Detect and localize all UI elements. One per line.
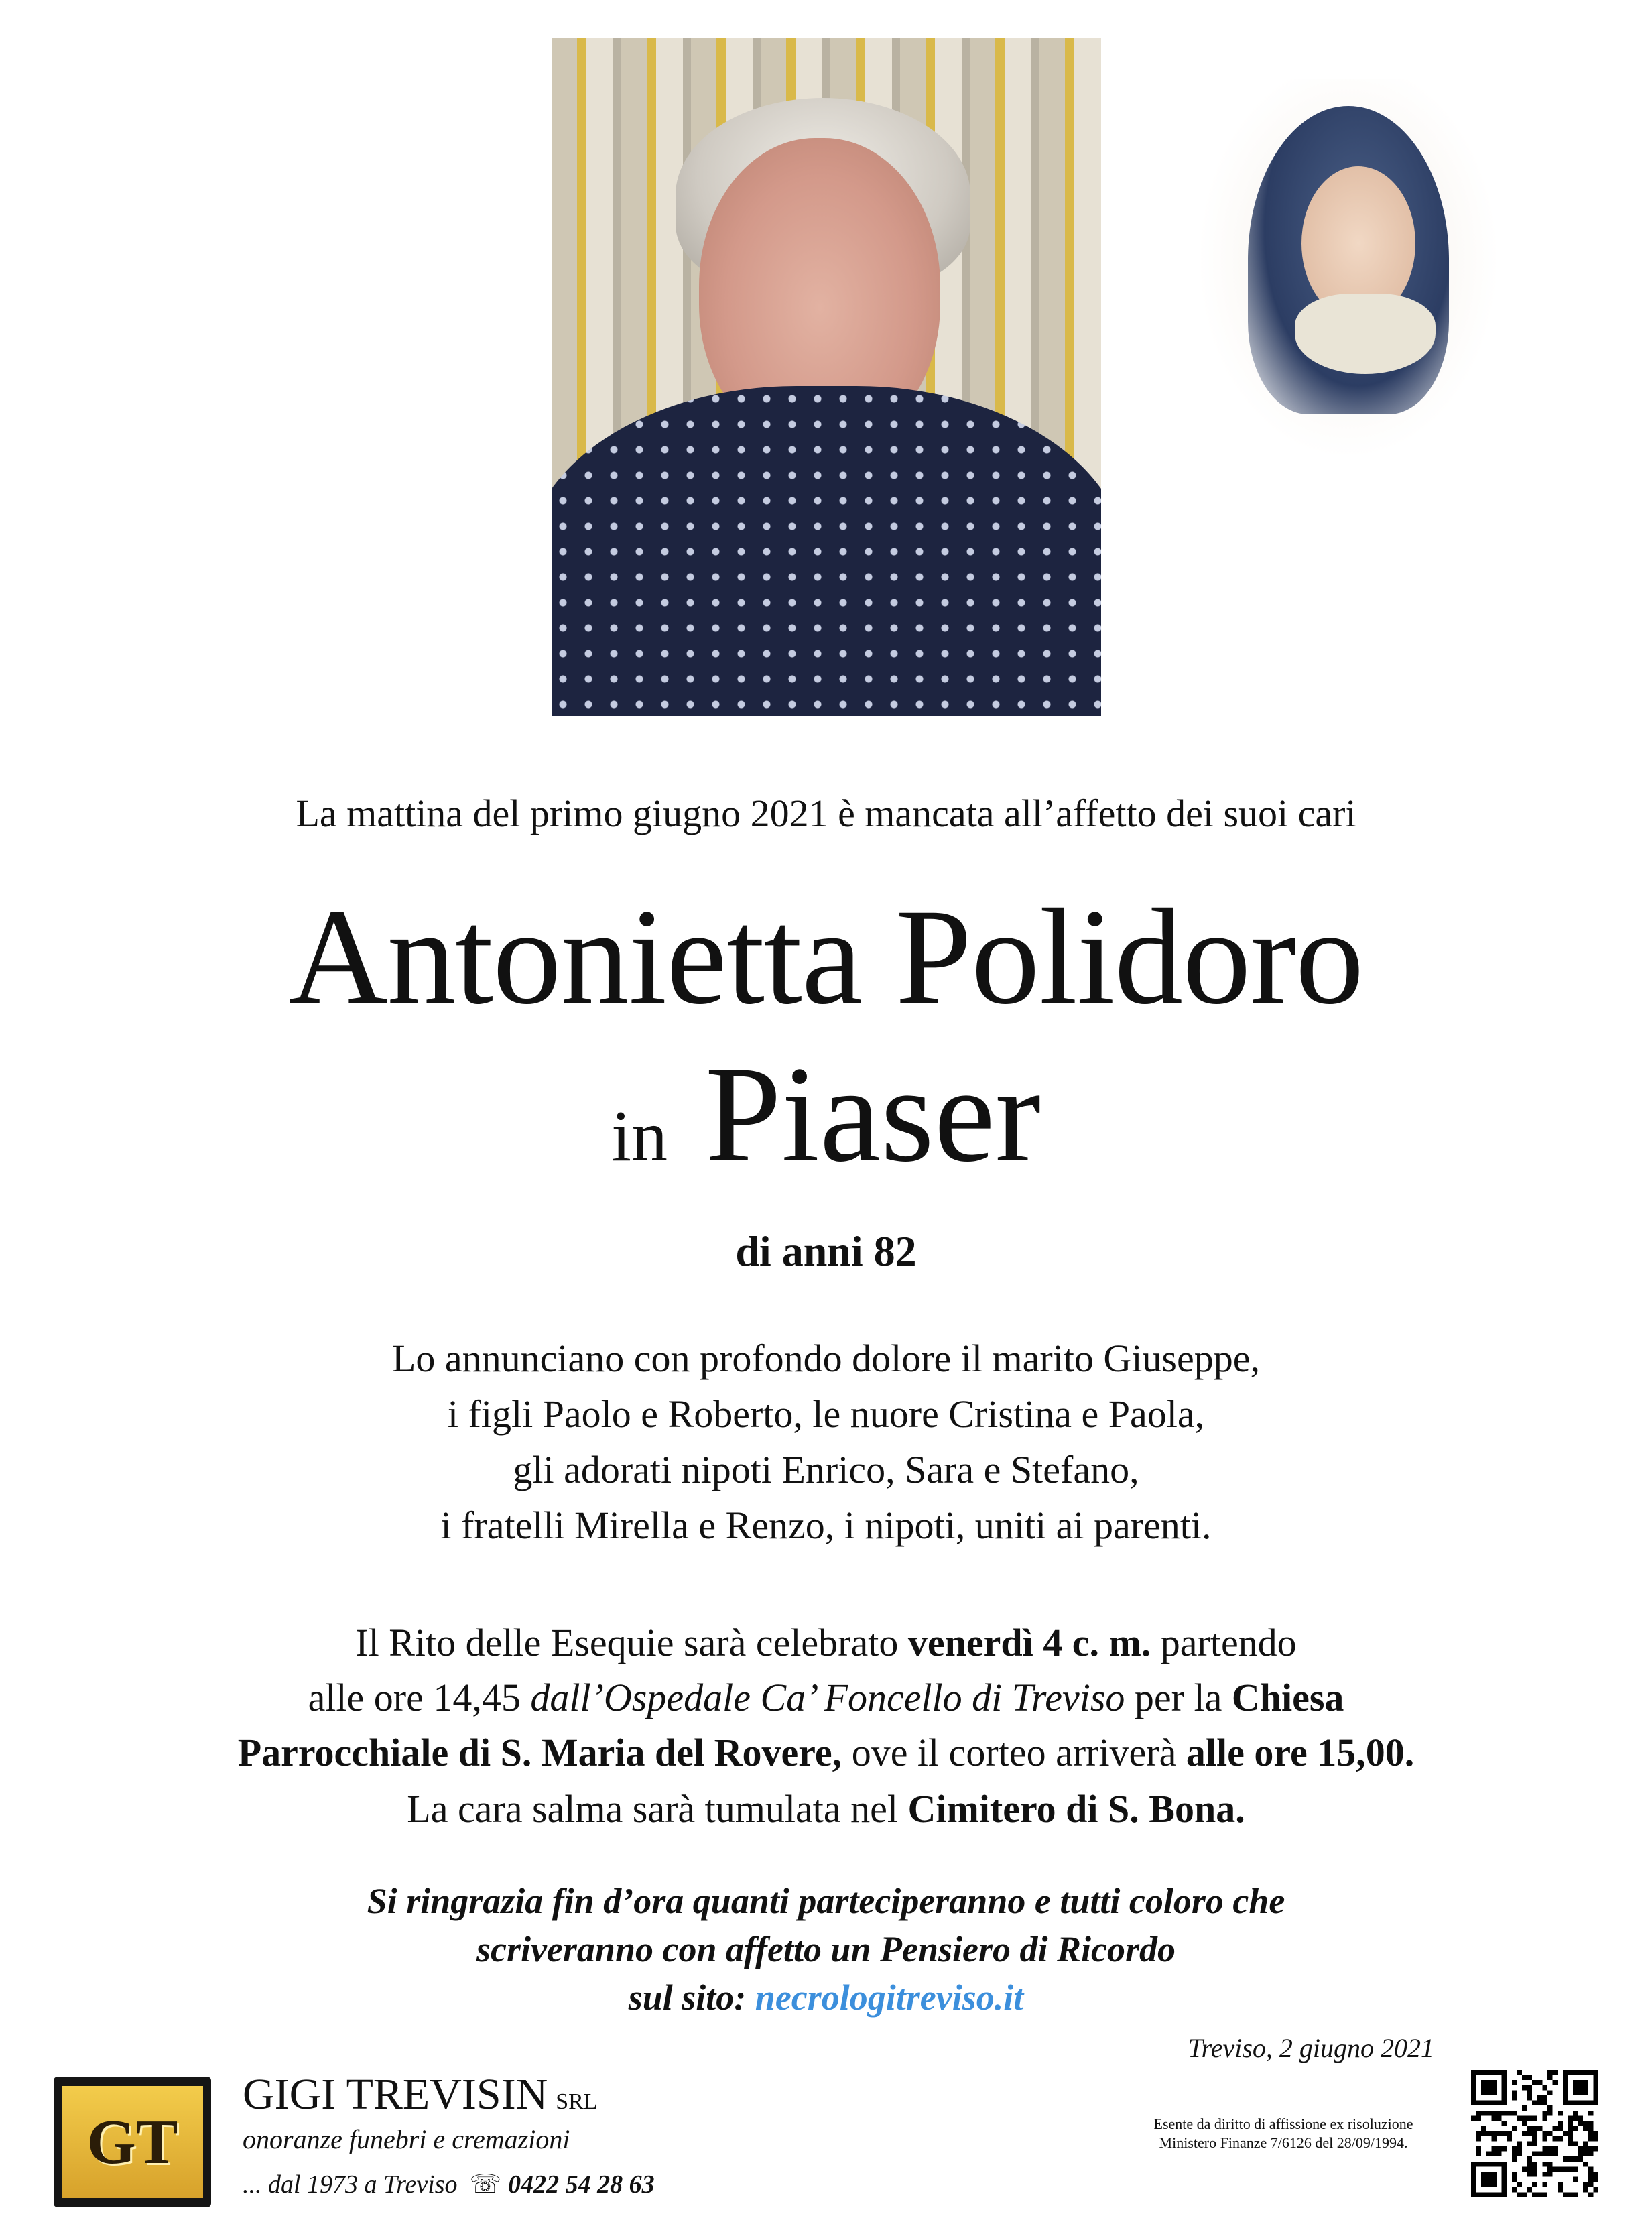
rites-line-2: alle ore 14,45 dall’Ospedale Ca’ Foncello di Treviso per la Chiesa [308, 1676, 1344, 1719]
name-connector: in [611, 1097, 668, 1176]
company-tagline: onoranze funebri e cremazioni [243, 2124, 570, 2154]
website-link[interactable]: necrologitreviso.it [755, 1977, 1024, 2018]
deceased-name: Antonietta Polidoro [288, 881, 1364, 1033]
family-line: i fratelli Mirella e Renzo, i nipoti, uniti ai parenti. [440, 1503, 1212, 1547]
funeral-date: venerdì 4 c. m. [907, 1621, 1151, 1664]
company-since-line: ... dal 1973 a Treviso ☏ 0422 54 28 63 [243, 2170, 655, 2199]
company-name: GIGI TREVISIN SRL [243, 2070, 598, 2119]
rites-line-3: Parrocchiale di S. Maria del Rovere, ove il corteo arriverà alle ore 15,00. [237, 1731, 1415, 1774]
date-place: Treviso, 2 giugno 2021 [1188, 2033, 1434, 2063]
thanks-line-1: Si ringrazia fin d’ora quanti parteciperanno e tutti coloro che [367, 1881, 1285, 1921]
cemetery-name: Cimitero di S. Bona. [907, 1787, 1245, 1831]
arrival-time: alle ore 15,00. [1186, 1731, 1415, 1774]
company-logo [54, 2077, 211, 2207]
church-name-end: Parrocchiale di S. Maria del Rovere, [237, 1731, 842, 1774]
rites-line-1: Il Rito delle Esequie sarà celebrato venerdì 4 c. m. partendo [355, 1621, 1297, 1664]
madonna-image [1201, 79, 1496, 454]
departure-place: dall’Ospedale Ca’ Foncello di Treviso [530, 1676, 1125, 1719]
company-phone[interactable]: 0422 54 28 63 [508, 2170, 655, 2199]
age-text: di anni 82 [735, 1227, 917, 1275]
married-name-line [0, 1038, 1652, 1190]
thanks-line-2: scriveranno con affetto un Pensiero di Ricordo [476, 1929, 1176, 1969]
qr-code[interactable] [1471, 2070, 1598, 2197]
tax-exemption-note: Esente da diritto di affissione ex risoluzione Ministero Finanze 7/6126 del 28/09/1994. [1153, 2115, 1413, 2151]
intro-text: La mattina del primo giugno 2021 è mancata all’affetto dei suoi cari [296, 792, 1356, 835]
logo-monogram: GT [62, 2086, 203, 2198]
church-name-start: Chiesa [1231, 1676, 1344, 1719]
family-line: i figli Paolo e Roberto, le nuore Cristina e Paola, [447, 1392, 1205, 1436]
company-suffix: SRL [556, 2089, 598, 2114]
phone-icon: ☏ [469, 2170, 502, 2199]
family-line: Lo annunciano con profondo dolore il marito Giuseppe, [391, 1337, 1260, 1380]
thanks-message [0, 1877, 1652, 2022]
married-surname: Piaser [705, 1038, 1041, 1190]
funeral-rites-text [0, 1615, 1652, 1780]
burial-text: La cara salma sarà tumulata nel Cimitero di S. Bona. [407, 1787, 1245, 1831]
family-announcement [0, 1331, 1652, 1553]
family-line: gli adorati nipoti Enrico, Sara e Stefano, [513, 1448, 1139, 1491]
thanks-line-3: sul sito: necrologitreviso.it [628, 1977, 1024, 2018]
deceased-portrait-photo [552, 38, 1101, 716]
